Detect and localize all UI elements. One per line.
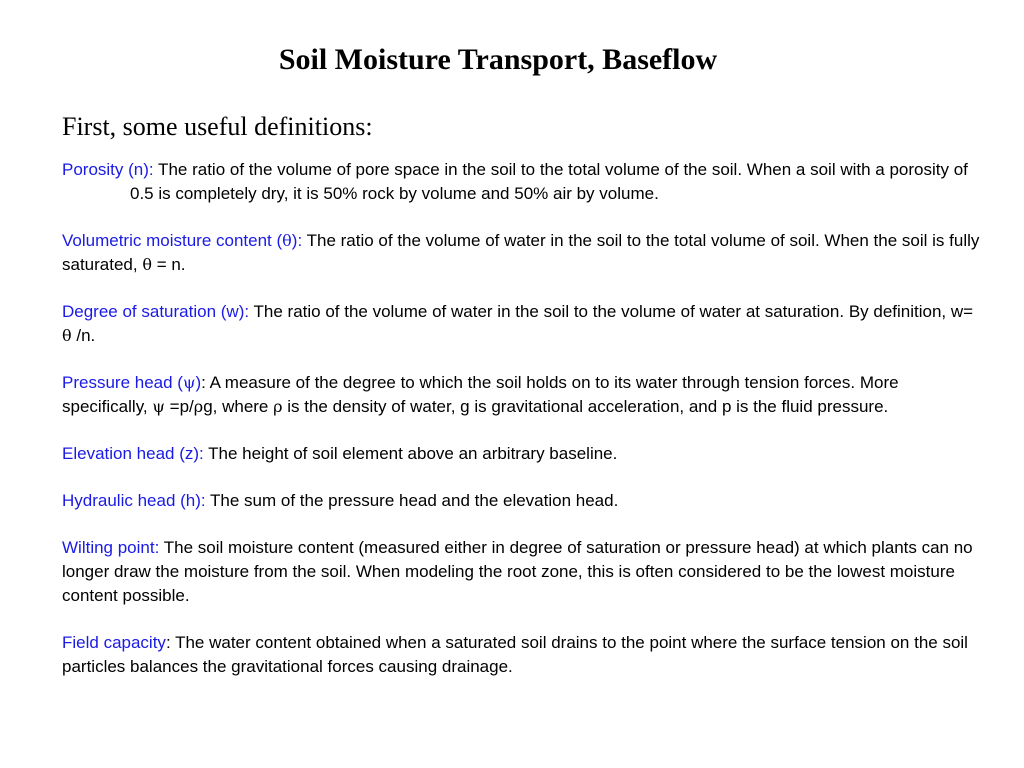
psi-symbol: ψ: [152, 397, 165, 416]
term-porosity: Porosity (n):: [62, 160, 154, 179]
definitions-list: [62, 158, 982, 702]
term-text: Volumetric moisture content (: [62, 231, 283, 250]
psi-symbol: ψ: [182, 373, 196, 392]
definition-text: /n.: [71, 326, 96, 345]
theta-symbol: θ: [142, 255, 152, 274]
term-text: ): [195, 373, 202, 392]
slide-title: Soil Moisture Transport, Baseflow: [278, 43, 718, 76]
definition-pressure-head: [62, 371, 982, 419]
term-pressure-head: [62, 373, 201, 392]
term-text: Pressure head (: [62, 373, 183, 392]
definition-text: The ratio of the volume of water in the soil to the volume of water at saturation. By definition, w=: [249, 302, 974, 321]
term-text: ):: [291, 231, 303, 250]
rho-symbol: ρ: [273, 397, 283, 416]
definition-volumetric-moisture: [62, 229, 982, 277]
term-hydraulic-head: Hydraulic head (h):: [62, 491, 206, 510]
definition-text: : A measure of the degree to which the soil holds on to its water through tension forces. More specifically,: [62, 373, 899, 416]
definition-porosity: [62, 158, 982, 206]
definition-text: The sum of the pressure head and the elevation head.: [205, 491, 619, 510]
term-wilting-point: Wilting point:: [62, 538, 160, 557]
definition-text: : The water content obtained when a saturated soil drains to the point where the surface tension on the soil particles balances the gravitational forces causing drainage.: [62, 633, 968, 676]
rho-symbol: ρ: [193, 397, 204, 416]
definition-text: g, where: [203, 397, 274, 416]
definition-elevation-head: [62, 442, 982, 466]
definition-wilting-point: [62, 536, 982, 608]
definition-text: The soil moisture content (measured either in degree of saturation or pressure head) at which plants can no longer draw the moisture from the soil. When modeling the root zone, this is often considered to be the lowest moisture content possible.: [62, 538, 973, 605]
definition-text: The ratio of the volume of pore space in the soil to the total volume of the soil. When a soil with a porosity of 0.5 is completely dry, it is 50% rock by volume and 50% air by volume.: [130, 160, 968, 203]
theta-symbol: θ: [62, 326, 72, 345]
definition-text: is the density of water, g is gravitational acceleration, and p is the fluid pressure.: [282, 397, 889, 416]
definition-text: = n.: [151, 255, 186, 274]
definition-text: The height of soil element above an arbitrary baseline.: [203, 444, 618, 463]
term-elevation-head: Elevation head (z):: [62, 444, 204, 463]
term-volumetric-moisture: [62, 231, 302, 250]
term-field-capacity: Field capacity: [62, 633, 166, 652]
definition-text: =p/: [164, 397, 194, 416]
theta-symbol: θ: [282, 231, 292, 250]
term-degree-of-saturation: Degree of saturation (w):: [62, 302, 250, 321]
slide-subtitle: First, some useful definitions:: [62, 112, 373, 141]
definition-field-capacity: [62, 631, 982, 679]
definition-hydraulic-head: [62, 489, 982, 513]
definition-degree-of-saturation: [62, 300, 982, 348]
definition-text: The ratio of the volume of water in the soil to the total volume of soil. When the soil is fully saturated,: [62, 231, 980, 274]
